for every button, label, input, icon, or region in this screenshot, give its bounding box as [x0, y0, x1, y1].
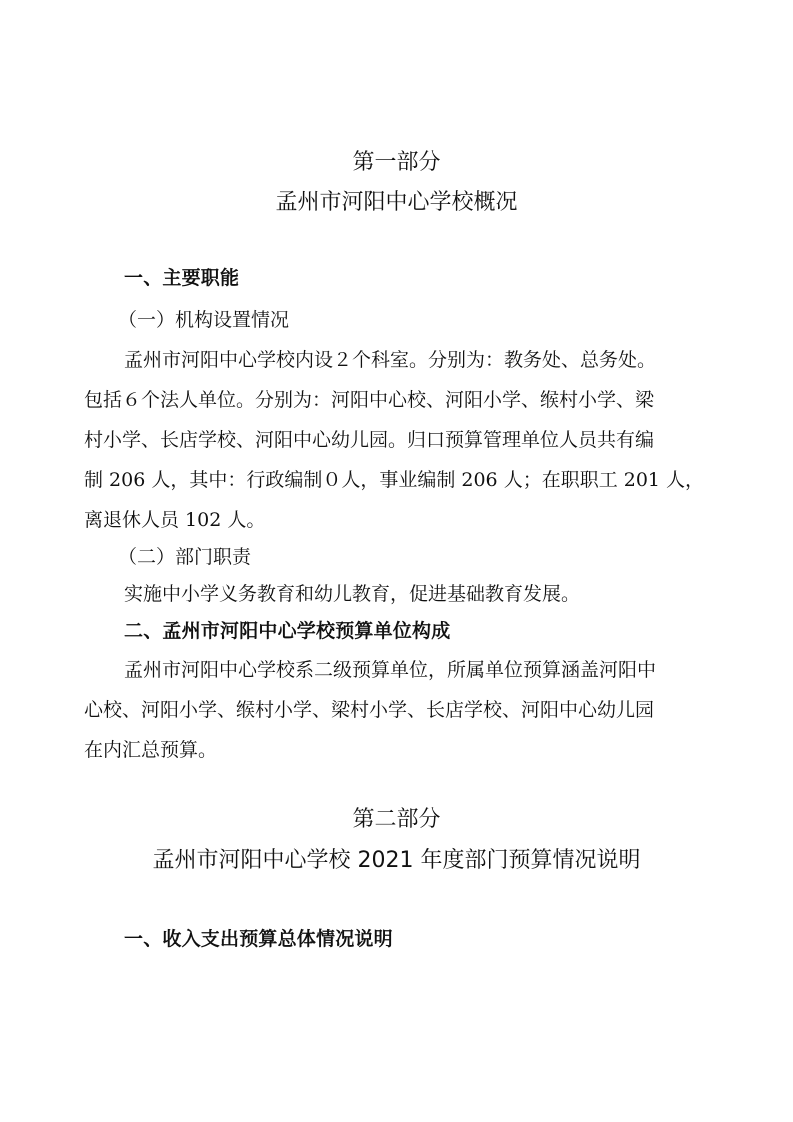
- paragraph-line: 心校、河阳小学、缑村小学、梁村小学、长店学校、河阳中心幼儿园: [84, 699, 655, 721]
- paragraph-line: 在内汇总预算。: [84, 739, 218, 761]
- paragraph-line: 制 206 人，其中：行政编制０人，事业编制 206 人；在职职工 201 人，: [84, 469, 705, 491]
- section-budget-units-title: 二、孟州市河阳中心学校预算单位构成: [124, 620, 451, 642]
- part1-subtitle: 孟州市河阳中心学校概况: [275, 190, 518, 215]
- part2-heading: 第二部分: [352, 807, 441, 832]
- paragraph-line: 孟州市河阳中心学校系二级预算单位，所属单位预算涵盖河阳中: [124, 659, 657, 681]
- duties-paragraph: [84, 574, 714, 614]
- paragraph-line: 实施中小学义务教育和幼儿教育，促进基础教育发展。: [124, 583, 581, 605]
- paragraph-line: 孟州市河阳中心学校内设２个科室。分别为：教务处、总务处。: [124, 349, 657, 371]
- paragraph-line: 包括６个法人单位。分别为：河阳中心校、河阳小学、缑村小学、梁: [84, 389, 655, 411]
- organization-paragraph: [84, 340, 714, 540]
- section-revenue-expenditure-title: 一、收入支出预算总体情况说明: [124, 928, 393, 950]
- budget-units-paragraph: [84, 650, 714, 770]
- subsection-duties-title: （二）部门职责: [118, 546, 252, 568]
- paragraph-line: 离退休人员 102 人。: [84, 509, 266, 531]
- subsection-organization-title: （一）机构设置情况: [118, 309, 290, 331]
- paragraph-line: 村小学、长店学校、河阳中心幼儿园。归口预算管理单位人员共有编: [84, 429, 655, 451]
- part1-heading: 第一部分: [352, 150, 441, 175]
- part2-subtitle: 孟州市河阳中心学校 2021 年度部门预算情况说明: [152, 848, 641, 873]
- section-main-functions-title: 一、主要职能: [124, 267, 240, 289]
